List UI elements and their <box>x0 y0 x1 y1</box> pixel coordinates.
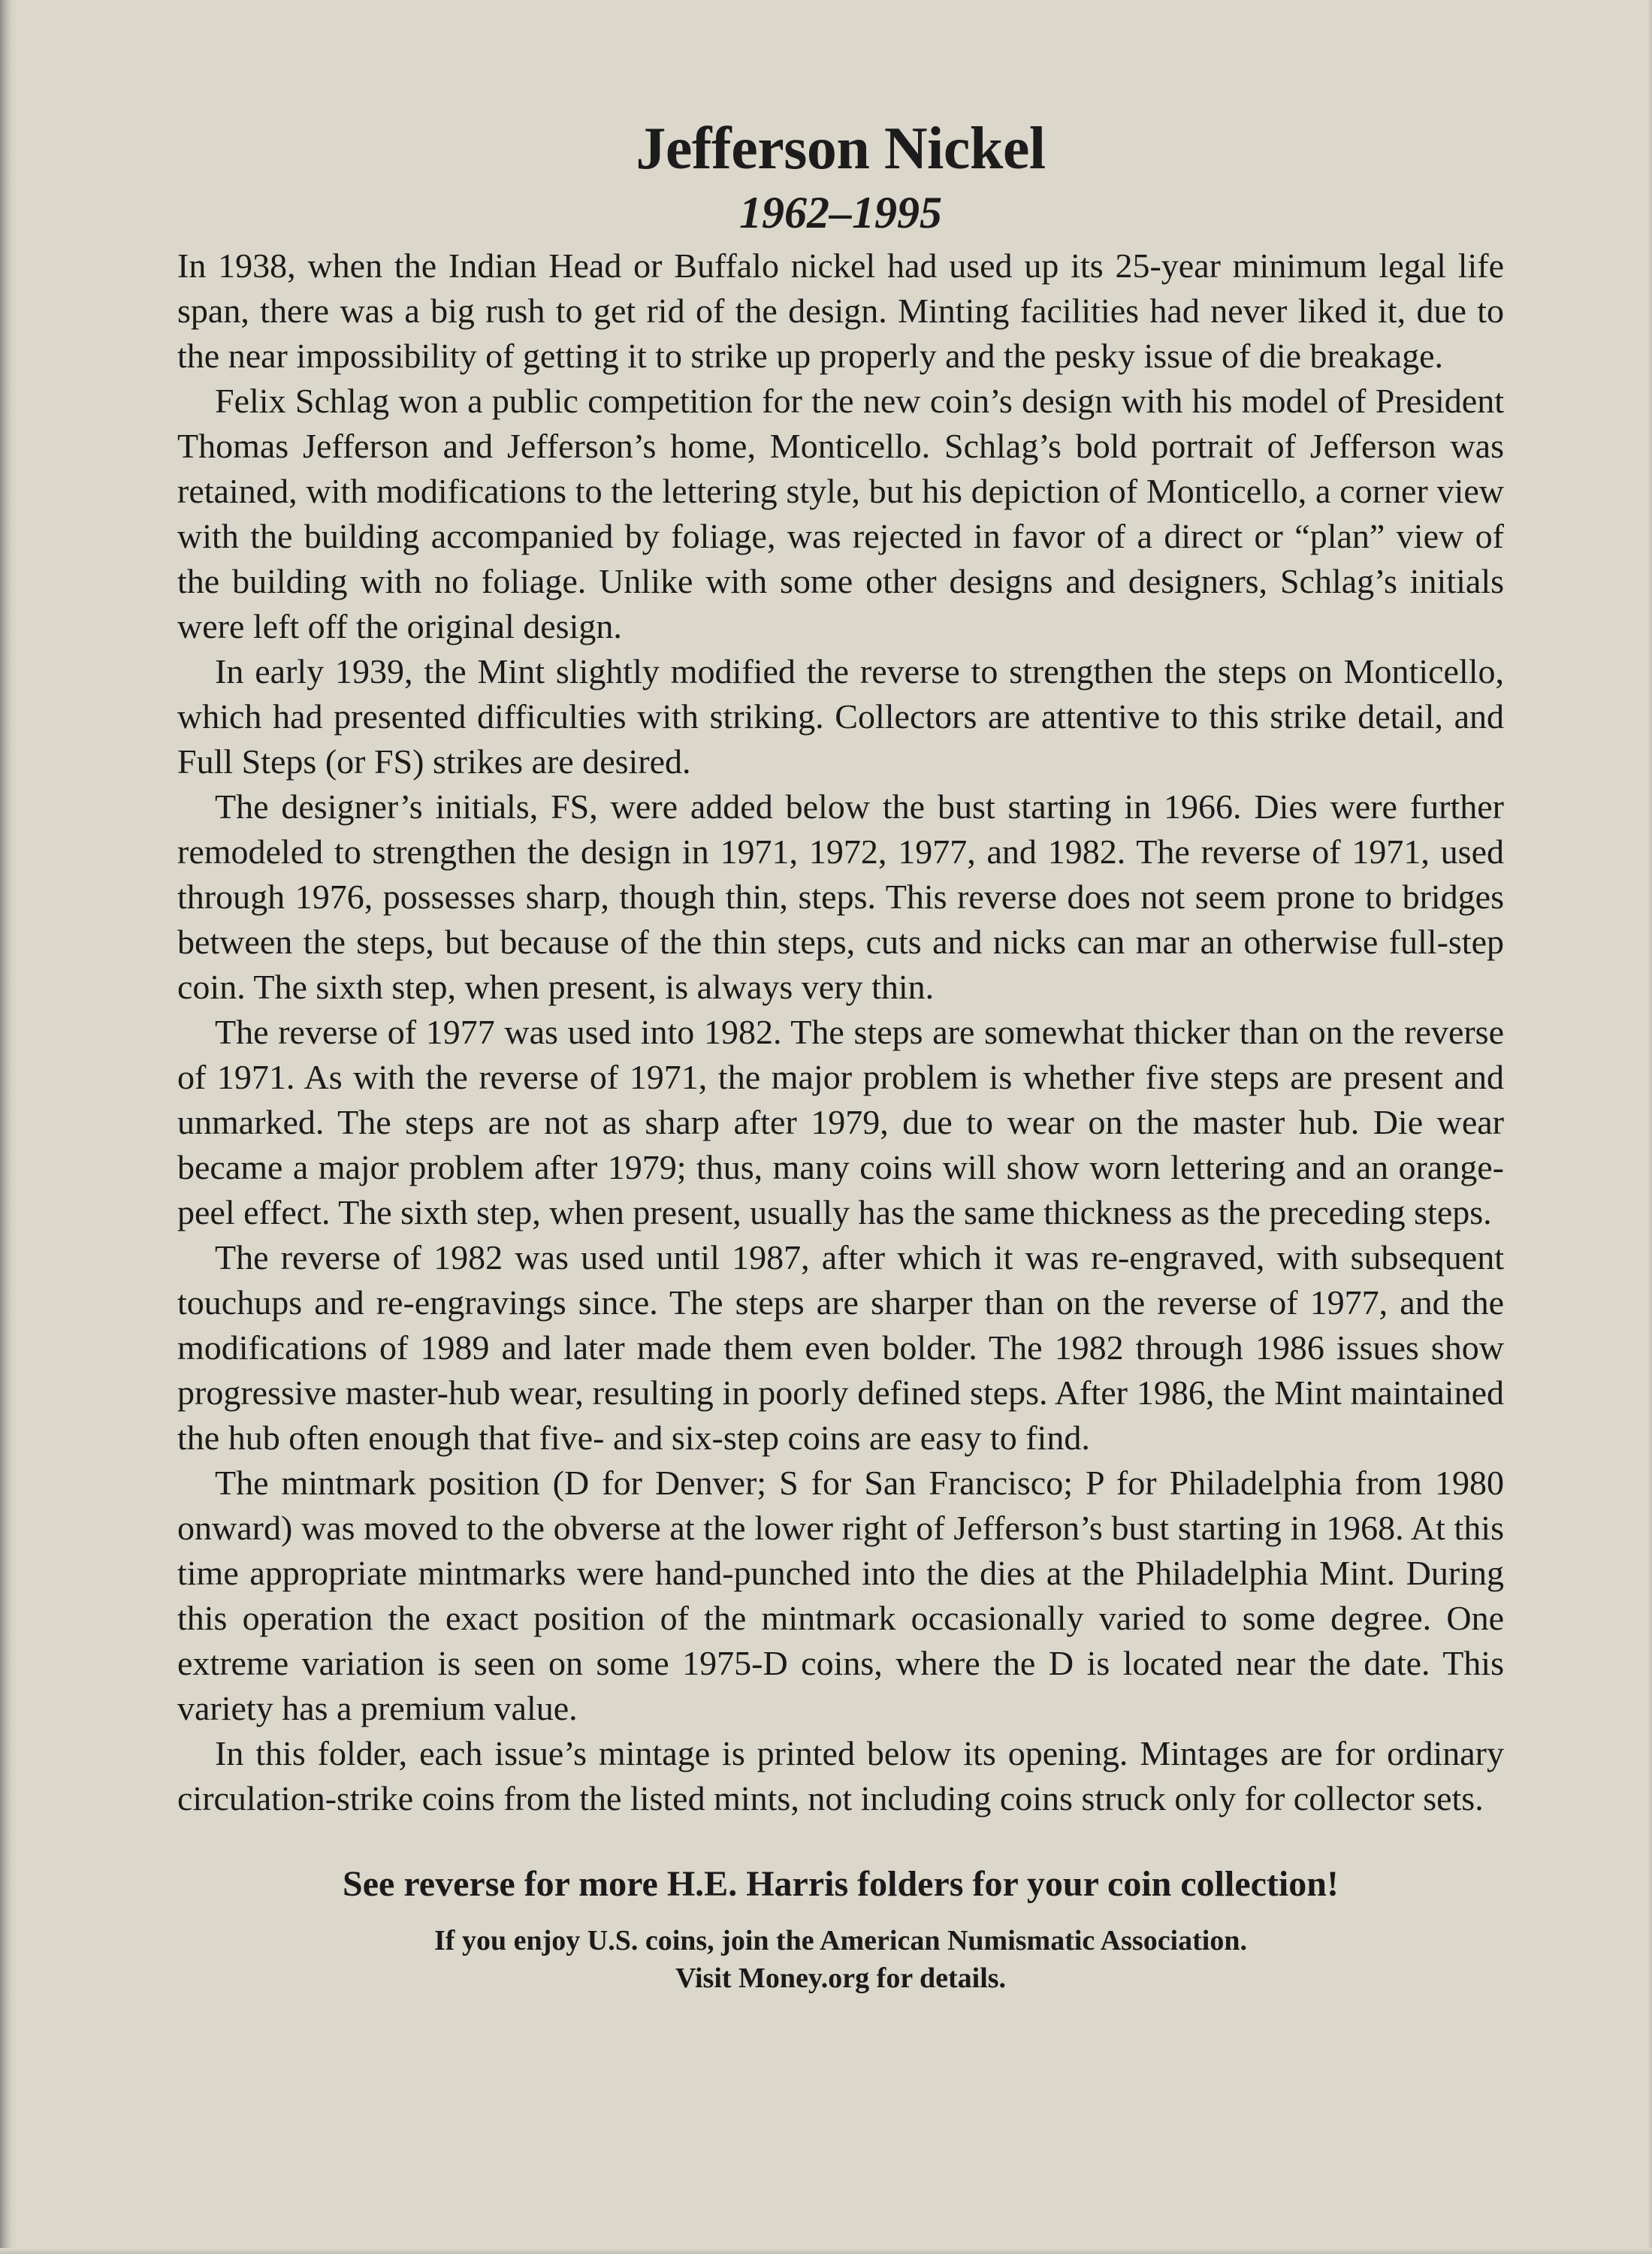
document-content <box>177 113 1504 1997</box>
article-body <box>177 243 1504 1821</box>
footer-line-ana: If you enjoy U.S. coins, join the American Numismatic Association. <box>434 1925 1247 1956</box>
footer-note <box>177 1922 1504 1997</box>
paragraph-designer-initials: The designer’s initials, FS, were added below the bust starting in 1966. Dies were further remodeled to strengthen the design in 1971, 1972, 1977, and 1982. The reverse of 1971, used through 1976, possesses sharp, though thin, steps. This reverse does not seem prone to bridges between the steps, but because of the thin steps, cuts and nicks can mar an otherwise full-step coin. The sixth step, when present, is always very thin. <box>177 787 1504 1006</box>
page-bottom-edge <box>0 2248 1652 2254</box>
paragraph-reverse-1977: The reverse of 1977 was used into 1982. The steps are somewhat thicker than on the reverse of 1971. As with the reverse of 1971, the major problem is whether five steps are present and unmarked. The steps are not as sharp after 1979, due to wear on the master hub. Die wear became a major problem after 1979; thus, many coins will show worn lettering and an orange-peel effect. The sixth step, when present, usually has the same thickness as the preceding steps. <box>177 1013 1504 1231</box>
call-to-action: See reverse for more H.E. Harris folders for your coin collection! <box>343 1864 1339 1904</box>
page-title: Jefferson Nickel <box>636 116 1046 182</box>
paragraph-intro: In 1938, when the Indian Head or Buffalo nickel had used up its 25-year minimum legal life span, there was a big rush to get rid of the design. Minting facilities had never liked it, due to the near impossibility of getting it to strike up properly and the pesky issue of die breakage. <box>177 246 1504 375</box>
paragraph-mintmark: The mintmark position (D for Denver; S for San Francisco; P for Philadelphia from 1980 onward) was moved to the obverse at the lower right of Jefferson’s bust starting in 1968. At this time appropriate mintmarks were hand-punched into the dies at the Philadelphia Mint. During this operation the exact position of the mintmark occasionally varied to some degree. One extreme variation is seen on some 1975-D coins, where the D is located near the date. This variety has a premium value. <box>177 1464 1504 1727</box>
paragraph-folder-mintages: In this folder, each issue’s mintage is printed below its opening. Mintages are for ordinary circulation-strike coins from the listed mints, not including coins struck only for collector sets. <box>177 1734 1504 1817</box>
paragraph-1939-modification: In early 1939, the Mint slightly modified the reverse to strengthen the steps on Monticello, which had presented difficulties with striking. Collectors are attentive to this strike detail, and Full Steps (or FS) strikes are desired. <box>177 652 1504 781</box>
page-binding-edge <box>0 0 17 2254</box>
footer-line-website: Visit Money.org for details. <box>675 1962 1007 1994</box>
paragraph-design-competition: Felix Schlag won a public competition for the new coin’s design with his model of President Thomas Jefferson and Jefferson’s home, Monticello. Schlag’s bold portrait of Jefferson was retained, with modifications to the lettering style, but his depiction of Monticello, a corner view with the building accompanied by foliage, was rejected in favor of a direct or “plan” view of the building with no foliage. Unlike with some other designs and designers, Schlag’s initials were left off the original design. <box>177 382 1504 645</box>
date-range-subtitle: 1962–1995 <box>739 188 942 237</box>
paragraph-reverse-1982: The reverse of 1982 was used until 1987, after which it was re-engraved, with subsequent touchups and re-engravings since. The steps are sharper than on the reverse of 1977, and the modifications of 1989 and later made them even bolder. The 1982 through 1986 issues show progressive master-hub wear, resulting in poorly defined steps. After 1986, the Mint maintained the hub often enough that five- and six-step coins are easy to find. <box>177 1238 1504 1457</box>
page-right-edge <box>1647 0 1652 2254</box>
